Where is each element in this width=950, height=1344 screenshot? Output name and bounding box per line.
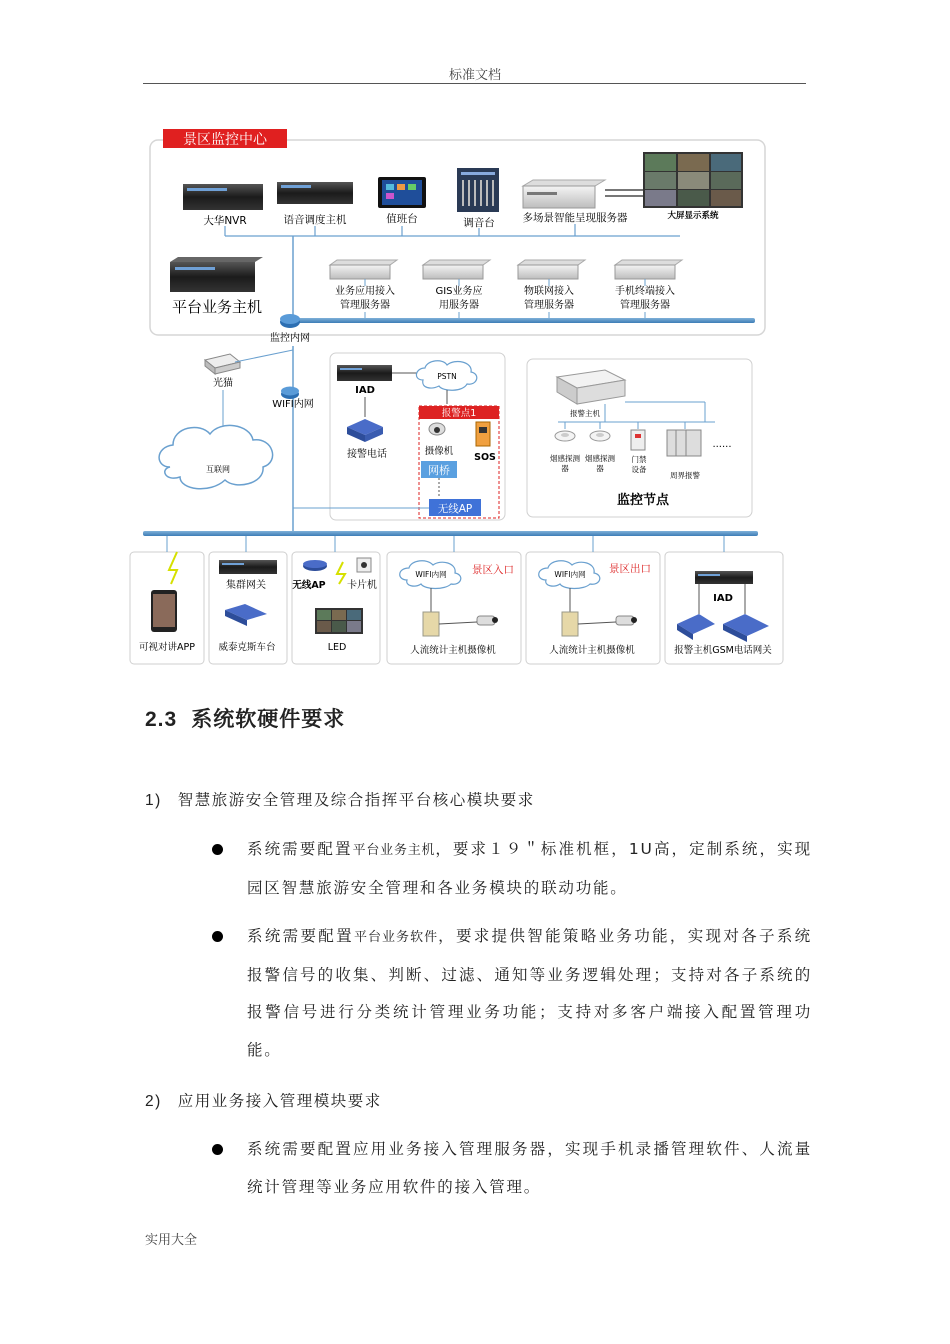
iad2-label: IAD bbox=[713, 593, 733, 604]
cluster-gateway-device bbox=[219, 560, 277, 574]
mixer-label: 调音台 bbox=[463, 217, 495, 229]
item-2 bbox=[145, 1089, 382, 1111]
wireless-ap-label: 无线AP bbox=[437, 503, 473, 515]
alarm-phone-label: 接警电话 bbox=[347, 449, 387, 460]
bottom-bus bbox=[143, 531, 758, 536]
duty-desk-label: 值班台 bbox=[386, 213, 418, 225]
multi-scene-server-device bbox=[523, 180, 605, 208]
smoke-detector-1-icon bbox=[555, 431, 575, 441]
alarm-host-label: 报警主机 bbox=[570, 409, 600, 418]
led-screen-icon bbox=[315, 608, 363, 634]
modem-label: 光猫 bbox=[213, 378, 233, 389]
card-label: 卡片机 bbox=[347, 580, 377, 591]
srv2-label-b: 用服务器 bbox=[439, 300, 479, 311]
iad-label: IAD bbox=[355, 385, 375, 396]
bullet-dot bbox=[212, 931, 223, 942]
entrance-label: 景区入口 bbox=[472, 564, 514, 576]
smoke1-label-a: 烟感探测 bbox=[550, 454, 580, 463]
voice-host-device bbox=[277, 182, 353, 204]
nvr-device bbox=[183, 184, 263, 210]
big-screen-device bbox=[643, 152, 743, 208]
item-2-text: 应用业务接入管理模块要求 bbox=[177, 1092, 382, 1110]
multi-scene-server-label: 多场景智能呈现服务器 bbox=[522, 212, 628, 224]
wifi-lan-label: WIFI内网 bbox=[272, 399, 314, 410]
big-screen-label: 大屏显示系统 bbox=[667, 211, 719, 221]
item-2-number: 2) bbox=[145, 1093, 162, 1110]
srv4-label-a: 手机终端接入 bbox=[615, 286, 675, 297]
gsm-label: 报警主机GSM电话网关 bbox=[674, 645, 772, 656]
app-label: 可视对讲APP bbox=[139, 642, 195, 653]
bridge-label: 网桥 bbox=[428, 464, 450, 477]
item-1-text: 智慧旅游安全管理及综合指挥平台核心模块要求 bbox=[177, 791, 535, 809]
platform-host-device bbox=[170, 257, 263, 292]
led-label: LED bbox=[327, 642, 347, 653]
monitor-node-label: 监控节点 bbox=[616, 493, 670, 508]
counter2-label: 人流统计主机摄像机 bbox=[549, 645, 635, 656]
bullet-3 bbox=[212, 1131, 812, 1206]
bullet-dot bbox=[212, 1144, 223, 1155]
duty-desk-device bbox=[378, 177, 426, 208]
bullet-dot bbox=[212, 844, 223, 855]
perimeter-alarm-icon bbox=[667, 430, 701, 456]
motorola-label: 威泰克斯车台 bbox=[218, 642, 276, 653]
bullet-2 bbox=[212, 918, 812, 1069]
gis-server-device bbox=[423, 260, 490, 279]
item-1-number: 1) bbox=[145, 792, 162, 809]
perimeter-label: 周界报警 bbox=[670, 471, 700, 480]
smoke1-label-b: 器 bbox=[561, 464, 569, 473]
mixer-device bbox=[457, 168, 499, 212]
header-divider bbox=[143, 83, 806, 84]
section-number: 2.3 bbox=[145, 708, 178, 731]
nvr-label: 大华NVR bbox=[203, 215, 247, 227]
section-title: 系统软硬件要求 bbox=[191, 707, 346, 731]
smoke2-label-a: 烟感探测 bbox=[585, 454, 615, 463]
wifi-cloud-2-label: WIFI内网 bbox=[554, 570, 586, 579]
counter1-label: 人流统计主机摄像机 bbox=[410, 645, 496, 656]
sos-box-icon bbox=[476, 422, 490, 446]
monitor-lan-bus bbox=[290, 318, 755, 323]
app-access-server-device bbox=[330, 260, 397, 279]
srv4-label-b: 管理服务器 bbox=[620, 300, 670, 311]
card-camera-icon bbox=[357, 558, 371, 572]
wireless-ap-2-icon bbox=[303, 560, 327, 571]
exit-label: 景区出口 bbox=[609, 563, 651, 575]
ap2-label: 无线AP bbox=[292, 580, 326, 591]
intercom-phone-icon bbox=[151, 590, 177, 632]
cluster-label: 集群网关 bbox=[226, 580, 266, 591]
bullet-2-text: 系统需要配置平台业务软件，要求提供智能策略业务功能，实现对各子系统报警信号的收集、判断、过滤、通知等业务逻辑处理；支持对各子系统的报警信号进行分类统计管理业务功能；支持对多客户端接入配置管理功能。 bbox=[247, 927, 812, 1059]
srv1-label-b: 管理服务器 bbox=[340, 300, 390, 311]
page-footer: 实用大全 bbox=[145, 1233, 198, 1248]
srv3-label-b: 管理服务器 bbox=[524, 300, 574, 311]
door-access-icon bbox=[631, 430, 645, 450]
alarm-point-label: 报警点1 bbox=[441, 408, 477, 419]
iad-2-device bbox=[695, 571, 753, 584]
voice-host-label: 语音调度主机 bbox=[283, 214, 347, 226]
srv3-label-a: 物联网接入 bbox=[524, 286, 574, 297]
internet-label: 互联网 bbox=[206, 465, 230, 474]
platform-host-label: 平台业务主机 bbox=[171, 298, 263, 316]
srv2-label-a: GIS业务应 bbox=[435, 286, 483, 297]
bullet-1-text: 系统需要配置平台业务主机，要求１９＂标准机框，1U高，定制系统，实现园区智慧旅游安全管理和各业务模块的联动功能。 bbox=[247, 840, 812, 897]
smoke2-label-b: 器 bbox=[596, 464, 604, 473]
camera-label: 摄像机 bbox=[424, 446, 454, 457]
internet-cloud-icon bbox=[159, 425, 272, 488]
srv1-label-a: 业务应用接入 bbox=[335, 286, 395, 297]
bullet-3-text: 系统需要配置应用业务接入管理服务器，实现手机录播管理软件、人流量统计管理等业务应用软件的接入管理。 bbox=[247, 1140, 812, 1196]
modem-device bbox=[205, 354, 240, 374]
lan-label: 监控内网 bbox=[270, 333, 310, 344]
counter-host-1-icon bbox=[423, 612, 439, 636]
pstn-label: PSTN bbox=[437, 372, 457, 381]
counter-camera-2-icon bbox=[616, 616, 637, 625]
section-heading bbox=[145, 703, 345, 733]
sos-label: SOS bbox=[474, 452, 496, 463]
more-dots: ...... bbox=[712, 439, 732, 450]
item-1 bbox=[145, 788, 535, 810]
camera-icon bbox=[429, 423, 445, 435]
iot-server-device bbox=[518, 260, 585, 279]
smoke-detector-2-icon bbox=[590, 431, 610, 441]
page-header: 标准文档 bbox=[448, 68, 501, 83]
bullet-1 bbox=[212, 831, 812, 907]
wifi-cloud-1-label: WIFI内网 bbox=[415, 570, 447, 579]
door-label-b: 设备 bbox=[631, 465, 647, 474]
iad-device bbox=[337, 365, 392, 381]
counter-host-2-icon bbox=[562, 612, 578, 636]
counter-camera-1-icon bbox=[477, 616, 498, 625]
mobile-server-device bbox=[615, 260, 682, 279]
control-center-title: 景区监控中心 bbox=[183, 132, 267, 148]
door-label-a: 门禁 bbox=[631, 455, 647, 464]
network-diagram bbox=[125, 122, 790, 667]
